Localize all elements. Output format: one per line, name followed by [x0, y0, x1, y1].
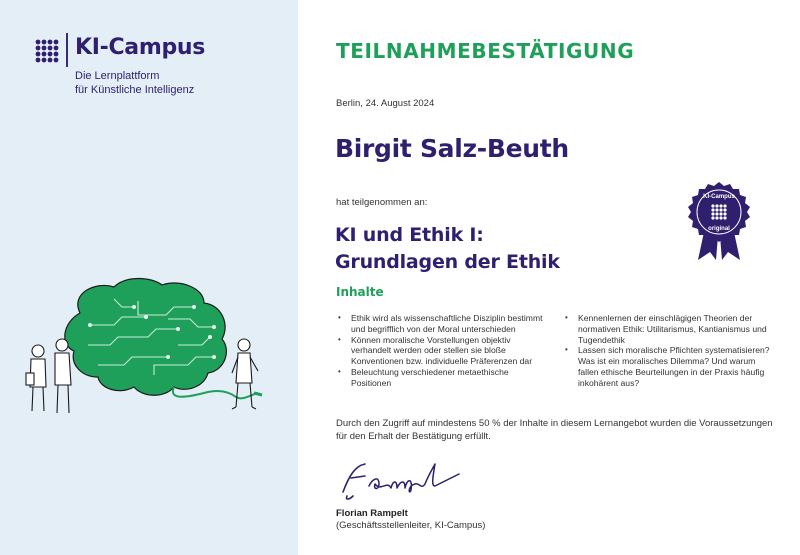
participated-label: hat teilgenommen an: [336, 197, 428, 208]
completion-notice: Durch den Zugriff auf mindestens 50 % der Inhalte in diesem Lernangebot wurden die Voraussetzungen für den Erhalt der Bestätigung erfüllt. [336, 418, 773, 442]
ki-campus-dots-icon [35, 39, 59, 63]
signer-role: (Geschäftsstellenleiter, KI-Campus) [336, 520, 486, 531]
course-title-line1: KI und Ethik I: [335, 224, 484, 246]
seal-bottom-text: original [708, 226, 730, 232]
certificate-date: Berlin, 24. August 2024 [336, 98, 435, 109]
list-item: • Können moralische Vorstellungen objektiv verhandelt werden oder stellen sie bloße Konventionen bzw. individuelle Präferenzen dar [336, 335, 546, 367]
list-item: • Lassen sich moralische Pflichten systematisieren? Was ist ein moralisches Dilemma? Und warum fallen ethische Beurteilungen in der Praxis häufig inkohärent aus? [563, 345, 778, 388]
certificate-heading: TEILNAHMEBESTÄTIGUNG [336, 39, 635, 63]
original-seal-icon [684, 180, 754, 262]
course-title [335, 222, 560, 276]
recipient-name: Birgit Salz-Beuth [335, 134, 569, 163]
contents-list-left [336, 313, 546, 389]
list-item: • Beleuchtung verschiedener metaethische Positionen [336, 367, 546, 389]
brand-name: KI-Campus [75, 35, 206, 60]
list-item: • Ethik wird als wissenschaftliche Disziplin bestimmt und begrifflich von der Moral unterschieden [336, 313, 546, 335]
signer-name: Florian Rampelt [336, 508, 408, 519]
contents-heading: Inhalte [336, 285, 384, 299]
seal-top-text: KI-Campus [703, 194, 735, 200]
contents-list-right [563, 313, 778, 389]
list-item: • Kennenlernen der einschlägigen Theorien der normativen Ethik: Utilitarismus, Kantianismus und Tugendethik [563, 313, 778, 345]
brand-tagline-line2: für Künstliche Intelligenz [75, 84, 195, 96]
logo-divider [66, 33, 68, 67]
brain-circuit-illustration [18, 275, 288, 425]
brand-tagline [75, 69, 194, 97]
course-title-line2: Grundlagen der Ethik [335, 251, 560, 273]
brand-tagline-line1: Die Lernplattform [75, 70, 160, 82]
signature [335, 456, 465, 504]
left-panel [0, 0, 298, 555]
